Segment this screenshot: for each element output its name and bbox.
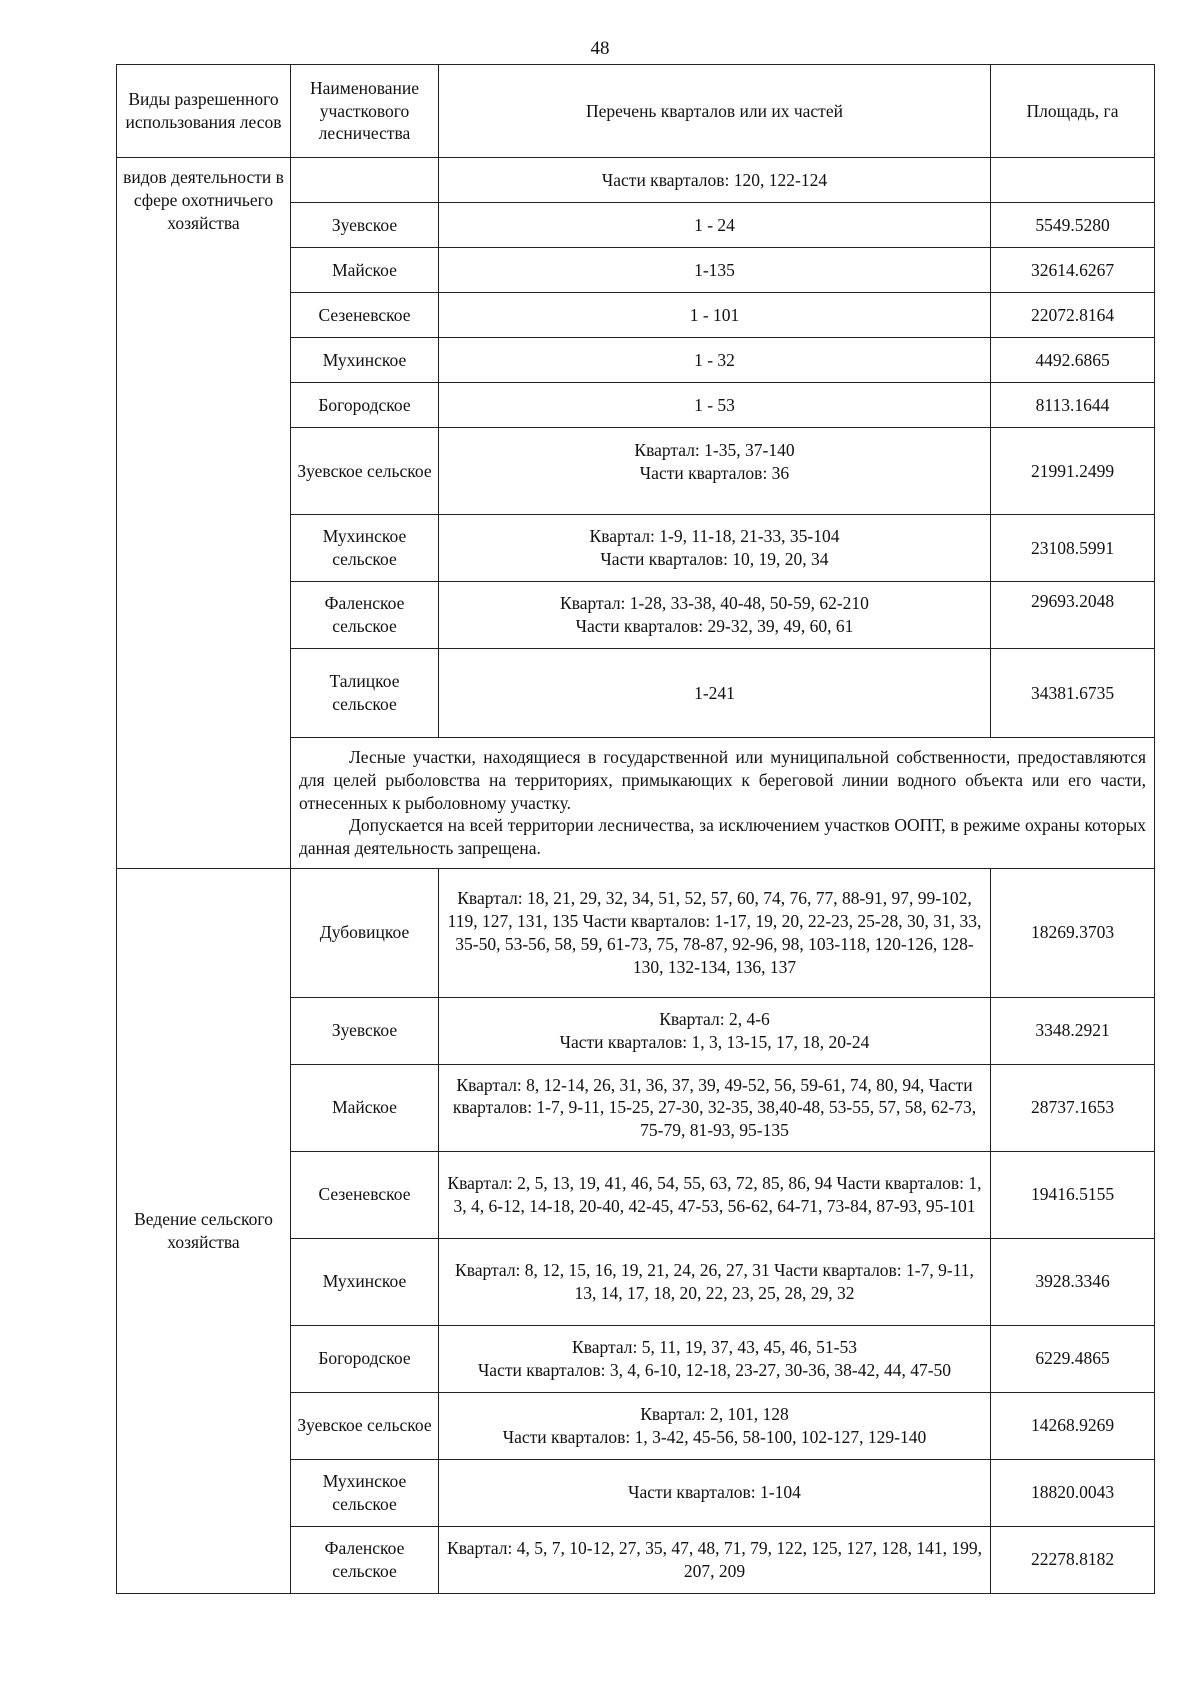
area-cell: 4492.6865 [991, 338, 1155, 383]
forestry-name: Майское [291, 1064, 439, 1151]
quarters-cell [439, 1392, 991, 1459]
forestry-name: Мухинское сельское [291, 1459, 439, 1526]
page-number: 48 [590, 38, 610, 59]
forestry-name: Зуевское [291, 997, 439, 1064]
quarters-cell: Квартал: 4, 5, 7, 10-12, 27, 35, 47, 48, 71, 79, 122, 125, 127, 128, 141, 199, 207, 209 [439, 1526, 991, 1593]
forest-use-table [116, 64, 1155, 1594]
quarters-cell [439, 1325, 991, 1392]
forestry-name: Богородское [291, 383, 439, 428]
quarters-cell: Квартал: 18, 21, 29, 32, 34, 51, 52, 57, 60, 74, 76, 77, 88-91, 97, 99-102, 119, 127, 131, 135 Части кварталов: 1-17, 19, 20, 22-23, 25-28, 30, 31, 33, 35-50, 53-56, 58, 59, 61-73, 75, 78-87, 92-96, 98, 103-118, 120-126, 128-130, 132-134, 136, 137 [439, 868, 991, 997]
quarters-line: Квартал: 1-28, 33-38, 40-48, 50-59, 62-210 [560, 593, 869, 614]
quarters-cell: Квартал: 8, 12-14, 26, 31, 36, 37, 39, 49-52, 56, 59-61, 74, 80, 94, Части кварталов: 1-7, 9-11, 15-25, 27-30, 32-35, 38,40-48, 53-55, 57, 58, 62-73, 75-79, 81-93, 95-135 [439, 1064, 991, 1151]
area-cell: 18820.0043 [991, 1459, 1155, 1526]
quarters-cell: 1-241 [439, 649, 991, 738]
area-cell: 21991.2499 [991, 428, 1155, 515]
quarters-line: Части кварталов: 3, 4, 6-10, 12-18, 23-27, 30-36, 38-42, 44, 47-50 [477, 1359, 952, 1380]
quarters-cell: Квартал: 8, 12, 15, 16, 19, 21, 24, 26, 27, 31 Части кварталов: 1-7, 9-11, 13, 14, 17, 18, 20, 22, 23, 25, 28, 29, 32 [439, 1238, 991, 1325]
area-cell: 6229.4865 [991, 1325, 1155, 1392]
area-cell: 22072.8164 [991, 293, 1155, 338]
use-type-cell: видов деятельности в сфере охотничьего хозяйства [117, 158, 291, 869]
quarters-line: Части кварталов: 29-32, 39, 49, 60, 61 [575, 616, 854, 636]
quarters-line: Квартал: 1-9, 11-18, 21-33, 35-104 [589, 526, 840, 547]
header-use-type: Виды разрешенного использования лесов [117, 65, 291, 158]
forestry-name: Фаленское сельское [291, 582, 439, 649]
area-cell: 3348.2921 [991, 997, 1155, 1064]
quarters-line: Части кварталов: 10, 19, 20, 34 [600, 549, 829, 569]
forestry-name: Майское [291, 248, 439, 293]
forestry-name: Сезеневское [291, 293, 439, 338]
forestry-name: Мухинское сельское [291, 515, 439, 582]
forestry-name: Зуевское сельское [291, 428, 439, 515]
area-cell: 19416.5155 [991, 1151, 1155, 1238]
area-cell: 29693.2048 [991, 582, 1155, 649]
forestry-name: Мухинское [291, 338, 439, 383]
table-row [117, 868, 1155, 997]
use-type-cell: Ведение сельского хозяйства [117, 868, 291, 1593]
quarters-cell: 1 - 32 [439, 338, 991, 383]
area-cell [991, 158, 1155, 203]
quarters-cell: Части кварталов: 120, 122-124 [439, 158, 991, 203]
forestry-name: Фаленское сельское [291, 1526, 439, 1593]
quarters-line: Квартал: 5, 11, 19, 37, 43, 45, 46, 51-53 [572, 1337, 857, 1357]
area-cell: 23108.5991 [991, 515, 1155, 582]
forestry-name: Талицкое сельское [291, 649, 439, 738]
quarters-cell: 1-135 [439, 248, 991, 293]
area-cell: 18269.3703 [991, 868, 1155, 997]
quarters-cell [439, 997, 991, 1064]
quarters-line: Квартал: 2, 101, 128 [640, 1404, 789, 1424]
area-cell: 8113.1644 [991, 383, 1155, 428]
quarters-line: Квартал: 2, 4-6 [659, 1009, 770, 1029]
note-cell [291, 738, 1155, 869]
header-area: Площадь, га [991, 65, 1155, 158]
forestry-name: Зуевское [291, 203, 439, 248]
quarters-line: Части кварталов: 1, 3-42, 45-56, 58-100, 102-127, 129-140 [502, 1426, 927, 1447]
quarters-cell: Квартал: 2, 5, 13, 19, 41, 46, 54, 55, 63, 72, 85, 86, 94 Части кварталов: 1, 3, 4, 6-12, 14-18, 20-40, 42-45, 47-53, 56-62, 64-71, 73-84, 87-93, 95-101 [439, 1151, 991, 1238]
area-cell: 3928.3346 [991, 1238, 1155, 1325]
quarters-cell [439, 515, 991, 582]
quarters-line: Квартал: 1-35, 37-140 [634, 440, 795, 461]
quarters-cell: Части кварталов: 1-104 [439, 1459, 991, 1526]
quarters-line: Части кварталов: 1, 3, 13-15, 17, 18, 20-24 [559, 1031, 870, 1052]
area-cell: 14268.9269 [991, 1392, 1155, 1459]
area-cell: 34381.6735 [991, 649, 1155, 738]
note-paragraph: Лесные участки, находящиеся в государственной или муниципальной собственности, предоставляются для целей рыболовства на территориях, примыкающих к береговой линии водного объекта или его части, отнесенных к рыболовному участку. [299, 747, 1146, 813]
area-cell: 22278.8182 [991, 1526, 1155, 1593]
forestry-name: Сезеневское [291, 1151, 439, 1238]
header-row [117, 65, 1155, 158]
quarters-cell [439, 428, 991, 515]
forestry-name: Мухинское [291, 1238, 439, 1325]
note-paragraph: Допускается на всей территории лесничества, за исключением участков ООПТ, в режиме охраны которых данная деятельность запрещена. [299, 815, 1146, 858]
forestry-name: Зуевское сельское [291, 1392, 439, 1459]
quarters-cell: 1 - 24 [439, 203, 991, 248]
forestry-name: Богородское [291, 1325, 439, 1392]
quarters-line: Части кварталов: 36 [639, 463, 790, 483]
area-cell: 32614.6267 [991, 248, 1155, 293]
header-quarters: Перечень кварталов или их частей [439, 65, 991, 158]
forestry-name: Дубовицкое [291, 868, 439, 997]
forestry-name [291, 158, 439, 203]
area-cell: 28737.1653 [991, 1064, 1155, 1151]
table-row [117, 158, 1155, 203]
quarters-cell: 1 - 101 [439, 293, 991, 338]
quarters-cell: 1 - 53 [439, 383, 991, 428]
quarters-cell [439, 582, 991, 649]
area-cell: 5549.5280 [991, 203, 1155, 248]
header-forestry-name: Наименование участкового лесничества [291, 65, 439, 158]
